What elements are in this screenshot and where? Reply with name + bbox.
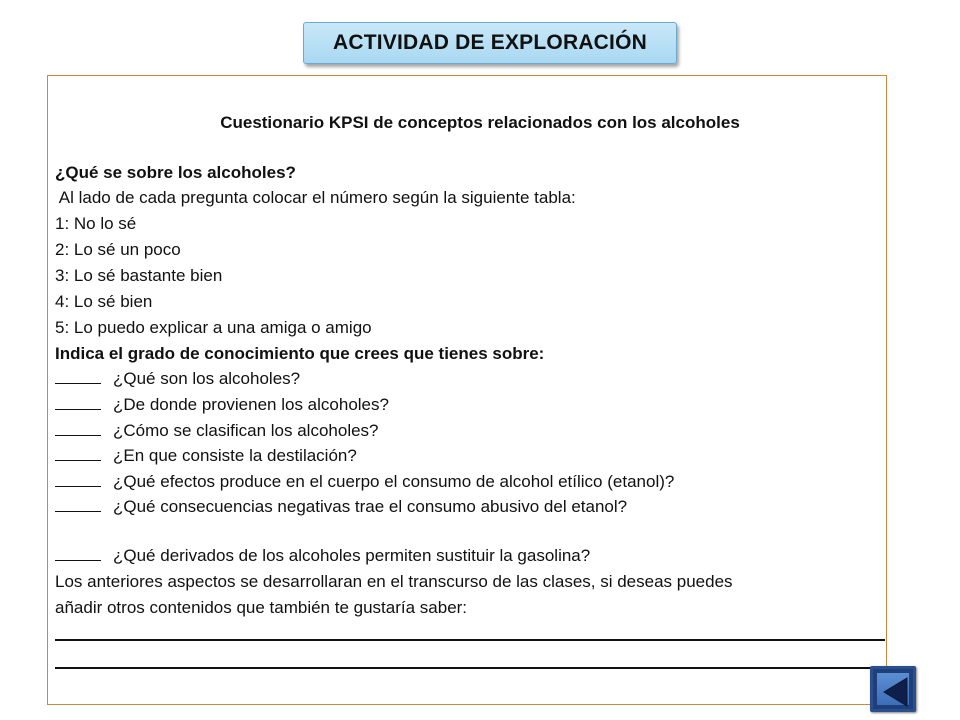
question-item: [55, 446, 357, 466]
answer-blank[interactable]: [55, 395, 101, 410]
scale-item: 3: Lo sé bastante bien: [55, 266, 223, 285]
closing-text-line1: Los anteriores aspectos se desarrollaran en el transcurso de las clases, si deseas puedes: [55, 572, 733, 591]
question-text: ¿En que consiste la destilación?: [113, 446, 357, 465]
question-item: [55, 497, 627, 517]
main-question: ¿Qué se sobre los alcoholes?: [55, 163, 296, 182]
answer-blank[interactable]: [55, 497, 101, 512]
instruction-text: Al lado de cada pregunta colocar el número según la siguiente tabla:: [55, 188, 576, 207]
question-text: ¿Qué consecuencias negativas trae el consumo abusivo del etanol?: [113, 497, 628, 516]
knowledge-prompt: Indica el grado de conocimiento que crees que tienes sobre:: [55, 344, 545, 363]
question-text: ¿De donde provienen los alcoholes?: [113, 395, 389, 414]
answer-line[interactable]: [55, 667, 885, 669]
question-item: [55, 546, 590, 566]
question-text: ¿Qué derivados de los alcoholes permiten sustituir la gasolina?: [113, 546, 591, 565]
scale-item: 2: Lo sé un poco: [55, 240, 181, 259]
question-text: ¿Qué efectos produce en el cuerpo el consumo de alcohol etílico (etanol)?: [113, 472, 675, 491]
answer-blank[interactable]: [55, 421, 101, 436]
question-item: [55, 421, 379, 441]
answer-blank[interactable]: [55, 472, 101, 487]
questionnaire-heading: Cuestionario KPSI de conceptos relacionados con los alcoholes: [220, 113, 740, 132]
answer-blank[interactable]: [55, 446, 101, 461]
question-item: [55, 472, 674, 492]
question-text: ¿Qué son los alcoholes?: [113, 369, 301, 388]
answer-blank[interactable]: [55, 369, 101, 384]
back-button[interactable]: [870, 666, 916, 712]
activity-title: ACTIVIDAD DE EXPLORACIÓN: [303, 22, 677, 64]
closing-text-line2: añadir otros contenidos que también te gustaría saber:: [55, 598, 468, 617]
triangle-left-icon: [873, 669, 919, 715]
question-text: ¿Cómo se clasifican los alcoholes?: [113, 421, 379, 440]
answer-blank[interactable]: [55, 546, 101, 561]
answer-line[interactable]: [55, 639, 885, 641]
scale-item: 1: No lo sé: [55, 214, 137, 233]
question-item: [55, 395, 389, 415]
scale-item: 5: Lo puedo explicar a una amiga o amigo: [55, 318, 372, 337]
question-item: [55, 369, 300, 389]
scale-item: 4: Lo sé bien: [55, 292, 153, 311]
